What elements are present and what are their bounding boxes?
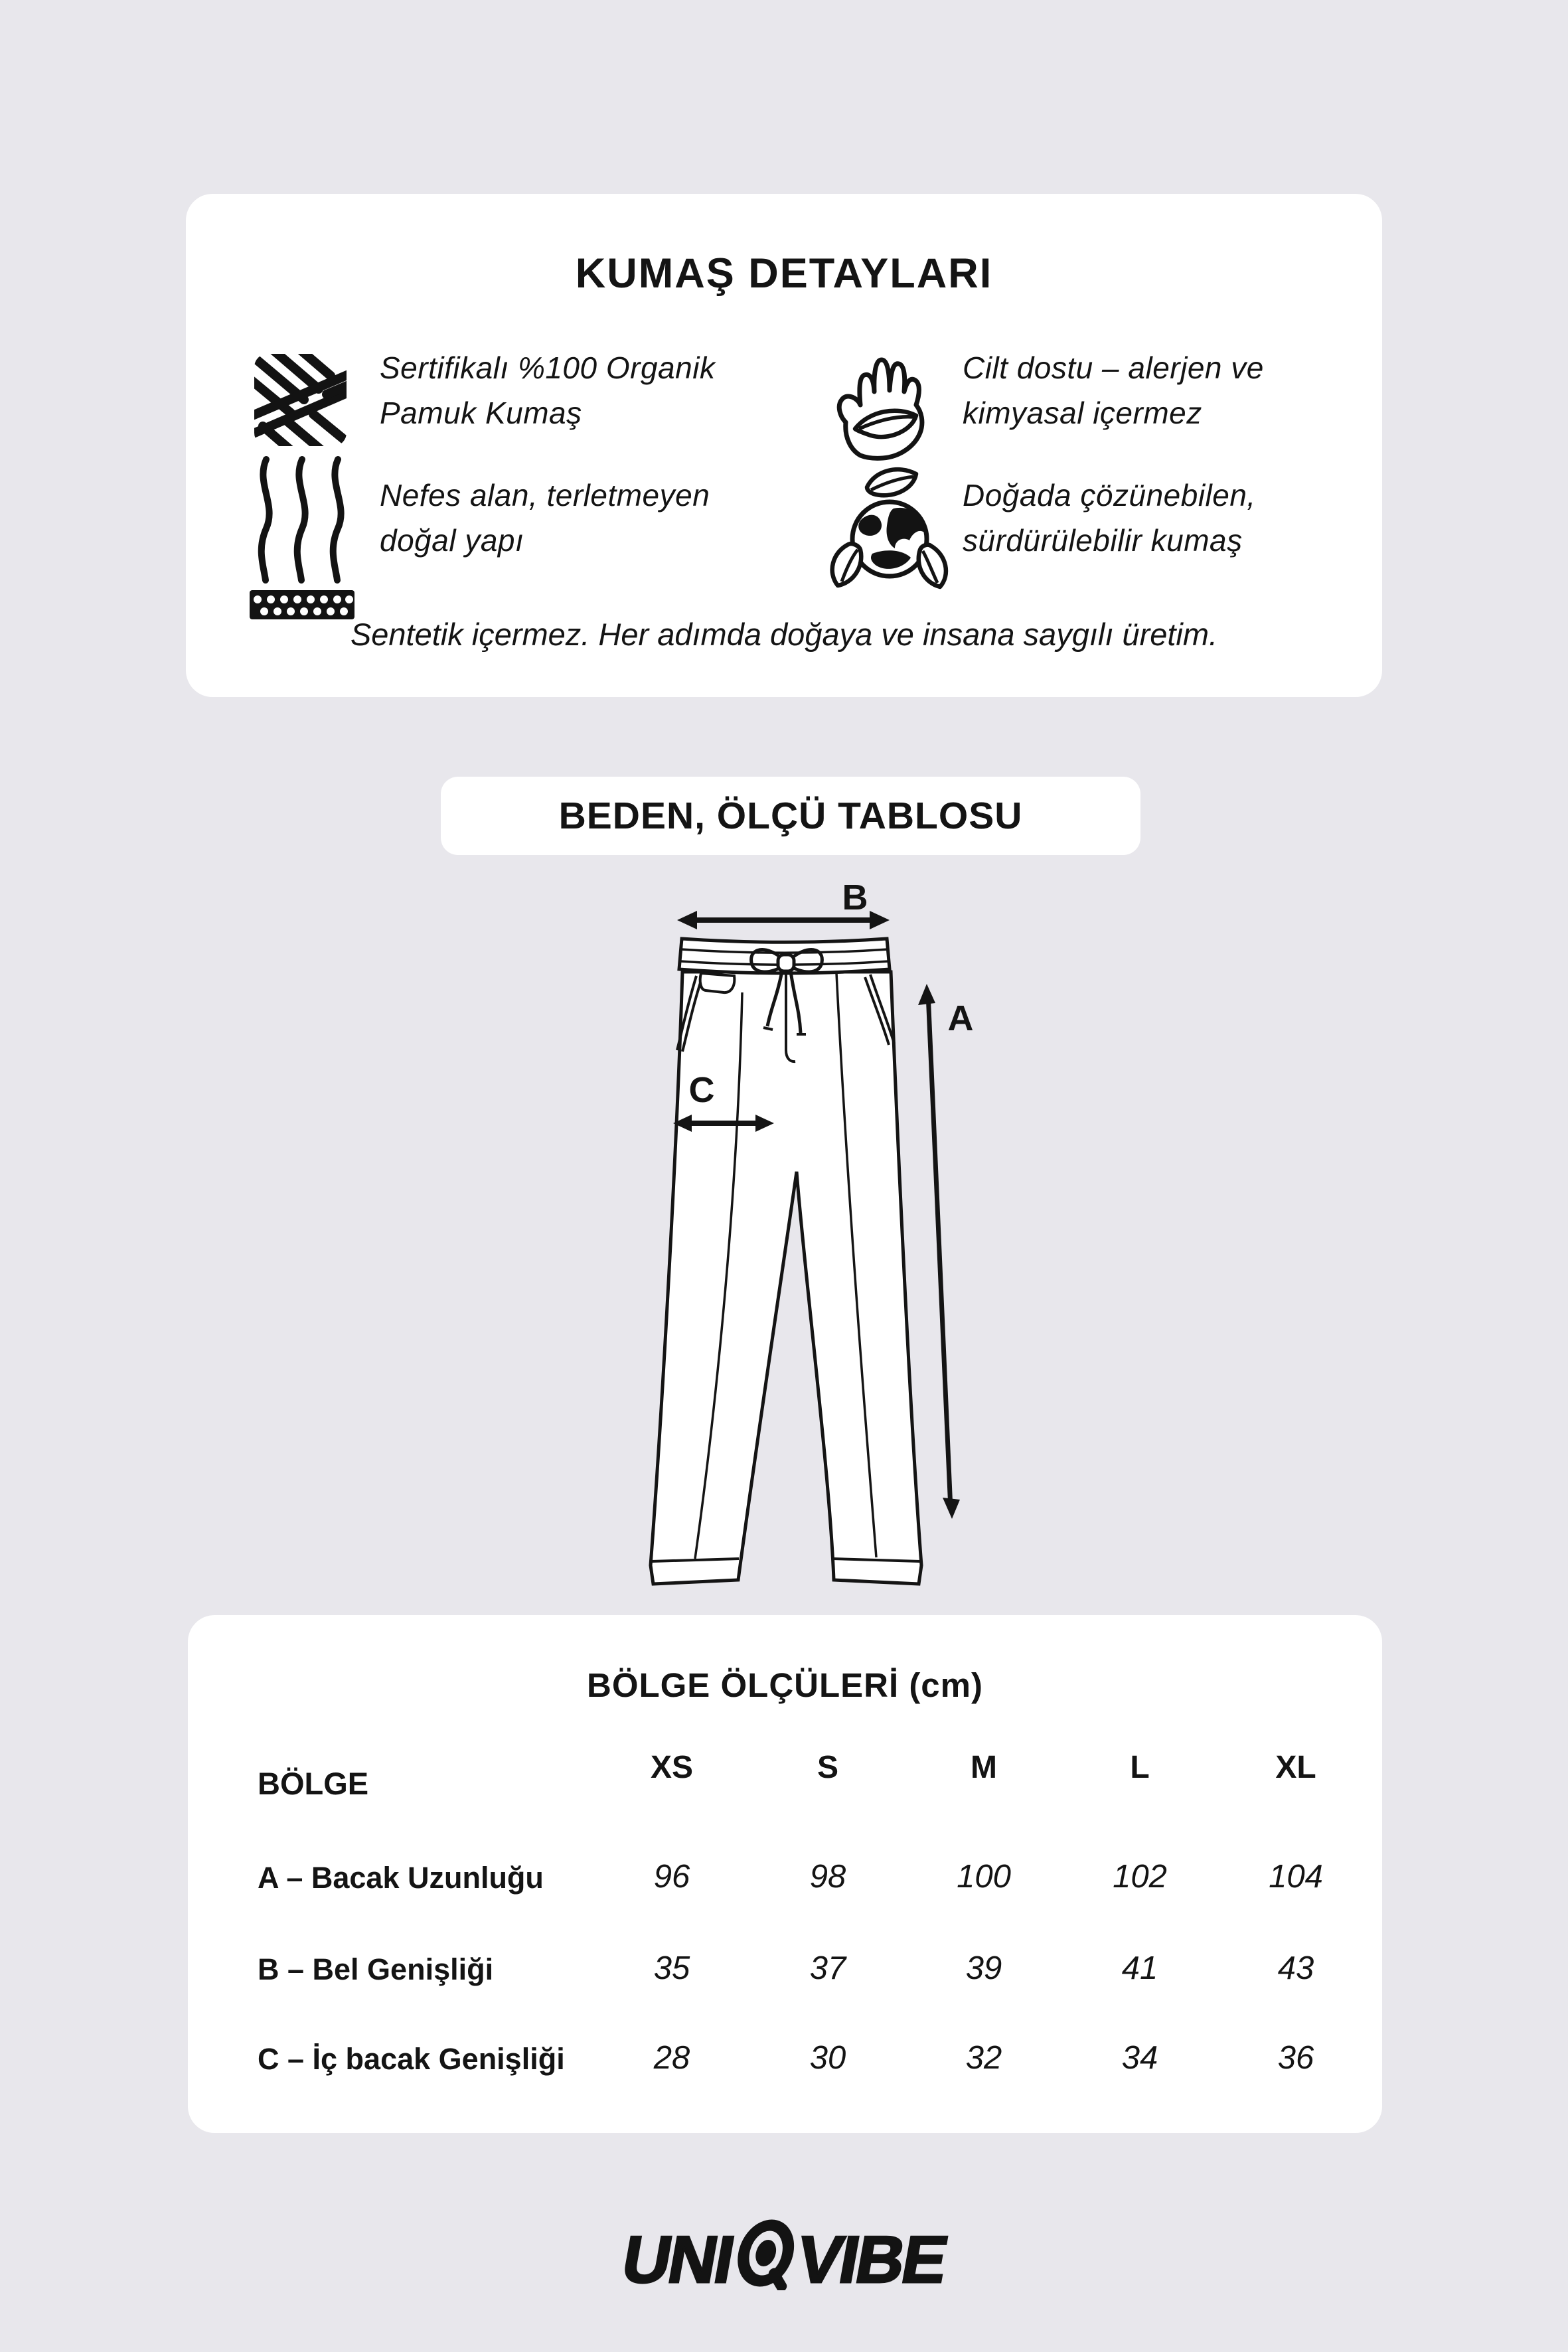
table-cell: 34: [1121, 2040, 1158, 2076]
table-cell: 102: [1113, 1859, 1167, 1895]
column-header-xl: XL: [1275, 1750, 1316, 1785]
table-cell: 36: [1277, 2040, 1314, 2076]
table-row-label-c: C – İç bacak Genişliği: [258, 2042, 565, 2076]
table-cell: 43: [1277, 1950, 1314, 1986]
table-cell: 35: [653, 1950, 690, 1986]
column-header-region: BÖLGE: [258, 1766, 369, 1801]
table-cell: 30: [809, 2040, 846, 2076]
table-cell: 104: [1269, 1859, 1323, 1895]
size-table-heading: BEDEN, ÖLÇÜ TABLOSU: [441, 777, 1140, 855]
label-b: B: [842, 878, 868, 917]
brand-logo: [0, 2215, 1568, 2304]
fabric-card-title: KUMAŞ DETAYLARI: [575, 250, 993, 297]
eco-globe-icon: [830, 461, 949, 617]
column-header-s: S: [817, 1750, 838, 1785]
table-cell: 41: [1121, 1950, 1158, 1986]
feature-text-skin-friendly: Cilt dostu – alerjen ve kimyasal içermez: [963, 351, 1264, 430]
brand-q-icon: [726, 2219, 803, 2304]
column-header-l: L: [1130, 1750, 1150, 1785]
label-c: C: [688, 1070, 715, 1110]
fabric-details-card: [186, 194, 1382, 697]
feature-text-organic-cotton: Sertifikalı %100 Organik Pamuk Kumaş: [380, 351, 716, 430]
fabric-card-footer: Sentetik içermez. Her adımda doğaya ve insana saygılı üretim.: [350, 617, 1218, 652]
brand-logo-left: UNI: [616, 2222, 738, 2297]
measurements-table-card: [188, 1615, 1382, 2133]
column-header-m: M: [971, 1750, 997, 1785]
table-row-label-a: A – Bacak Uzunluğu: [258, 1861, 544, 1895]
table-cell: 96: [653, 1859, 690, 1895]
feature-text-sustainable: Doğada çözünebilen, sürdürülebilir kumaş: [963, 478, 1256, 558]
table-cell: 100: [957, 1859, 1011, 1895]
feature-text-breathable: Nefes alan, terletmeyen doğal yapı: [380, 478, 710, 558]
pants-outline: [651, 972, 921, 1584]
pants-measurement-diagram: [631, 876, 996, 1593]
label-a: A: [947, 998, 974, 1038]
fabric-weave-icon: [252, 352, 349, 451]
brand-logo-right: VIBE: [791, 2222, 952, 2297]
table-cell: 37: [809, 1950, 846, 1986]
table-cell: 28: [653, 2040, 690, 2076]
table-row-label-b: B – Bel Genişliği: [258, 1952, 494, 1986]
breathable-steam-icon: [249, 454, 355, 623]
table-title: BÖLGE ÖLÇÜLERİ (cm): [586, 1666, 983, 1704]
table-cell: 32: [965, 2040, 1002, 2076]
hand-leaf-icon: [831, 344, 937, 467]
table-cell: 98: [809, 1859, 846, 1895]
column-header-xs: XS: [650, 1750, 694, 1785]
table-cell: 39: [965, 1950, 1002, 1986]
